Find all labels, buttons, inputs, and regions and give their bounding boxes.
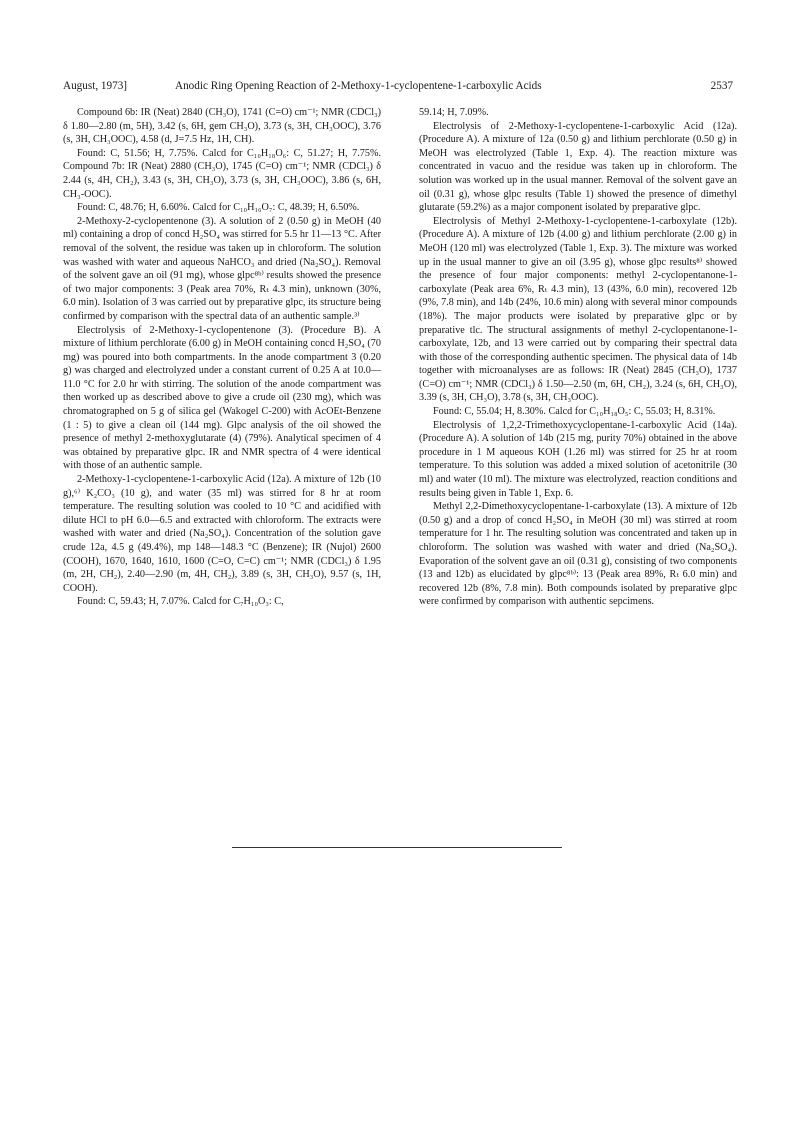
paragraph-compound-6b: Compound 6b: IR (Neat) 2840 (CH₃O), 1741 (C=O) cm⁻¹; NMR (CDCl₃) δ 1.80—2.80 (m, 5H), 3.42 (s, 6H, gem CH₃O), 3.73 (s, 3H, CH₃OOC), 3.76 (s, 3H, CH₃OOC), 4.58 (d, J=7.5 Hz, 1H, CH).	[63, 107, 381, 146]
right-column	[419, 106, 737, 609]
paragraph-2-methoxy-cyclopentenone: 2-Methoxy-2-cyclopentenone (3). A solution of 2 (0.50 g) in MeOH (40 ml) containing a drop of concd H₂SO₄ was stirred for 5.5 hr 11—13 °C. After removal of the solvent, the residue was taken up in chloroform. The solution was washed with water and aqueous NaHCO₃ and dried (Na₂SO₄). Removal of the solvent gave an oil (91 mg), whose glpc⁸ᵇ⁾ results showed the presence of two major components: 3 (Peak area 70%, Rₜ 4.3 min), unknown (30%, 6.0 min). Isolation of 3 was carried out by preparative glpc, its structure being confirmed by comparison with the spectral data of an authentic sample.³⁾	[63, 215, 381, 322]
paragraph-analysis-6b-7b: Found: C, 51.56; H, 7.75%. Calcd for C₁₀H₁₈O₆: C, 51.27; H, 7.75%. Compound 7b: IR (Neat) 2880 (CH₃O), 1745 (C=O) cm⁻¹; NMR (CDCl₃) δ 2.44 (s, 4H, CH₂), 3.43 (s, 3H, CH₃O), 3.73 (s, 3H, CH₃OOC), 3.86 (s, 6H, CH₃-OOC).	[63, 147, 381, 200]
end-rule	[232, 847, 562, 848]
paragraph-electrolysis-3: Electrolysis of 2-Methoxy-1-cyclopentenone (3). (Procedure B). A mixture of lithium perchlorate (6.00 g) in MeOH containing concd H₂SO₄ (70 mg) was poured into both compartments. In the anode compartment 3 (0.20 g) was charged and electrolyzed under a constant current of 0.25 A at 10.0—11.0 °C for 2.0 hr with stirring. The solution of the anode compartment was then worked up as described above to give a crude oil (230 mg), which was chromatographed on 5 g of silica gel (Wakogel C-200) with AcOEt-Benzene (1 : 5) to give a clean oil (144 mg). Glpc analysis of the oil showed the presence of methyl 2-methoxyglutarate (4) (79%). Analytical specimen of 4 was obtained by preparative glpc. IR and NMR spectra of 4 were identical with those of an authentic sample.	[63, 324, 381, 472]
paragraph-electrolysis-12b: Electrolysis of Methyl 2-Methoxy-1-cyclopentene-1-carboxylate (12b). (Procedure A). A mixture of 12b (4.00 g) and lithium perchlorate (2.00 g) in MeOH (120 ml) was electrolyzed (Table 1, Exp. 3). The mixture was worked up in the usual manner to give an oil (3.95 g), whose glpc results⁸⁾ showed the presence of four major components: methyl 2-cyclopentanone-1-carboxylate (Peak area 6%, Rₜ 4.3 min), 13 (43%, 6.0 min), recovered 12b (9%, 7.8 min), and 14b (24%, 10.6 min) along with several minor compounds (18%). The major products were isolated by preparative glpc or by preparative tlc. The structural assignments of methyl 2-cyclopentanone-1-carboxylate, 12b, and 13 were carried out by comparing their spectral data with those of the corresponding authentic specimen. The physical data of 14b together with microanalyses are as follows: IR (Neat) 2845 (CH₃O), 1737 (C=O) cm⁻¹; NMR (CDCl₃) δ 1.50—2.50 (m, 6H, CH₂), 3.24 (s, 6H, CH₃O), 3.39 (s, 3H, CH₃O), 3.78 (s, 3H, CH₃OOC).	[419, 215, 737, 404]
paragraph-electrolysis-14a: Electrolysis of 1,2,2-Trimethoxycyclopentane-1-carboxylic Acid (14a). (Procedure A). A solution of 14b (215 mg, purity 70%) obtained in the above procedure in 1 M aqueous KOH (1.26 ml) was stirred for 25 hr at room temperature. To this solution was added a mixed solution of acetonitrile (30 ml) and water (10 ml). The mixture was electrolyzed, reaction conditions and results being given in Table 1, Exp. 6.	[419, 419, 737, 499]
header-date: August, 1973]	[63, 80, 128, 92]
paragraph-continuation: 59.14; H, 7.09%.	[419, 107, 489, 118]
left-column	[63, 106, 381, 609]
paragraph-analysis-12a: Found: C, 59.43; H, 7.07%. Calcd for C₇H₁₀O₃: C,	[77, 596, 284, 608]
paragraph-compound-13: Methyl 2,2-Dimethoxycyclopentane-1-carboxylate (13). A mixture of 12b (0.50 g) and a drop of concd H₂SO₄ in MeOH (30 ml) was stirred at room temperature for 1 hr. The resulting solution was concentrated and taken up in chloroform. The solution was washed with water and dried (Na₂SO₄). Evaporation of the solvent gave an oil (0.31 g), consisting of two components (13 and 12b) as elucidated by glpc⁸ᵇ⁾: 13 (Peak area 89%, Rₜ 6.0 min) and recovered 12b (8%, 7.8 min). Both compounds isolated by preparative glpc were confirmed by comparison with authentic sepcimens.	[419, 501, 737, 608]
paragraph-electrolysis-12a: Electrolysis of 2-Methoxy-1-cyclopentene-1-carboxylic Acid (12a). (Procedure A). A mixture of 12a (0.50 g) and lithium perchlorate (0.50 g) in MeOH was electrolyzed (Table 1, Exp. 4). The reaction mixture was concentrated in vacuo and the residue was taken up in chloroform. The solution was worked up in the usual manner. Removal of the solvent gave an oil (0.31 g), whose glpc results (Table 1) showed the presence of dimethyl glutarate (59.2%) as a major component isolated by preparative glpc.	[419, 120, 737, 214]
page-number: 2537	[710, 80, 733, 92]
paragraph-analysis-14b: Found: C, 55.04; H, 8.30%. Calcd for C₁₀H₁₈O₅: C, 55.03; H, 8.31%.	[433, 406, 716, 418]
header-title: Anodic Ring Opening Reaction of 2-Methoxy-1-cyclopentene-1-carboxylic Acids	[175, 80, 542, 92]
paragraph-acid-12a: 2-Methoxy-1-cyclopentene-1-carboxylic Acid (12a). A mixture of 12b (10 g),⁶⁾ K₂CO₃ (10 g), and water (35 ml) was stirred for 8 hr at room temperature. The resulting solution was cooled to 10 °C and acidified with dilute HCl to pH 6.0—6.5 and extracted with chloroform. The extracts were washed with water and dried (Na₂SO₄). Concentration of the solution gave crude 12a, 4.5 g (49.4%), mp 148—148.3 °C (Benzene); IR (Nujol) 2600 (COOH), 1670, 1640, 1610, 1600 (C=O, C=C) cm⁻¹; NMR (CDCl₃) δ 1.95 (m, 2H, CH₂), 2.40—2.90 (m, 4H, CH₂), 3.89 (s, 3H, CH₃O), 9.57 (s, 1H, COOH).	[63, 474, 381, 594]
paragraph-analysis-7b: Found: C, 48.76; H, 6.60%. Calcd for C₁₀H₁₆O₇: C, 48.39; H, 6.50%.	[77, 202, 360, 214]
running-header	[63, 80, 733, 96]
